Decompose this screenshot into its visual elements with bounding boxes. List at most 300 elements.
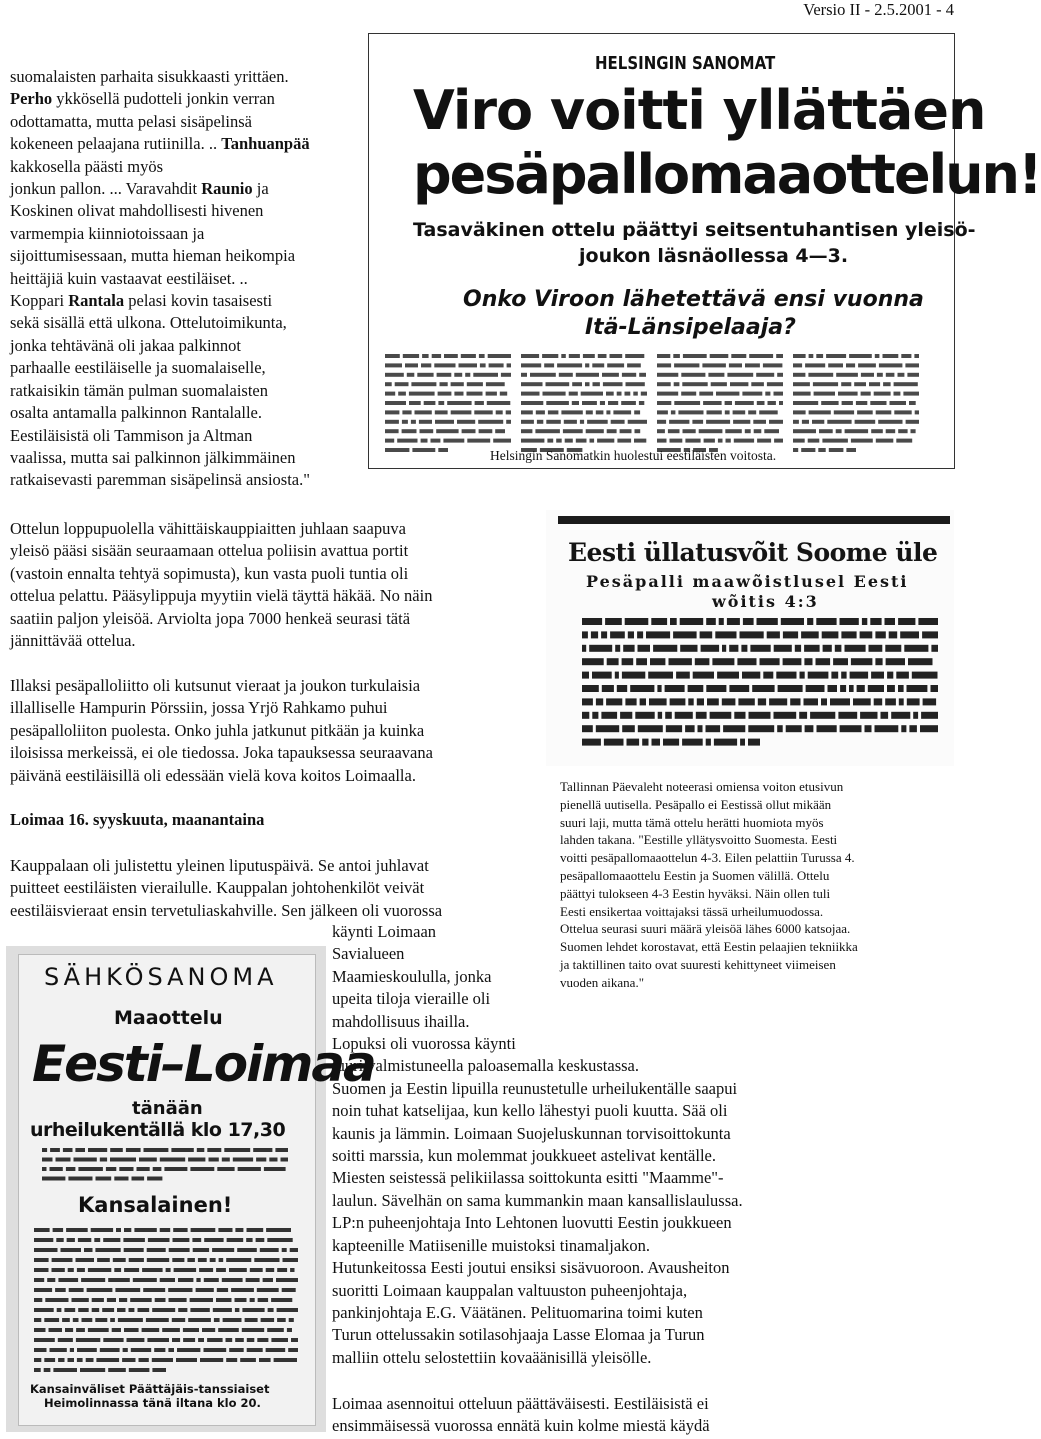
text-texture-mark: [898, 373, 905, 377]
text-texture-mark: [582, 658, 604, 665]
text-texture-mark: [749, 354, 773, 358]
hs-subheadline-4: Itä-Länsipelaaja?: [585, 315, 796, 340]
text-texture-mark: [586, 410, 593, 414]
text-texture-mark: [242, 1308, 264, 1312]
text-texture-mark: [147, 1338, 169, 1342]
text-texture-mark: [133, 1278, 157, 1282]
text-texture-mark: [610, 631, 625, 638]
text-texture-mark: [402, 429, 417, 433]
hs-subheadline-2: joukon läsnäollessa 4—3.: [579, 245, 849, 267]
text-texture-mark: [457, 420, 475, 424]
text-texture-mark: [706, 725, 721, 732]
text-texture-mark: [717, 672, 739, 679]
text-texture-mark: [886, 429, 896, 433]
text-texture-mark: [440, 382, 448, 386]
text-texture-mark: [674, 382, 680, 386]
text-texture-mark: [214, 1318, 220, 1322]
text-texture-mark: [635, 429, 641, 433]
text-texture-mark: [402, 420, 408, 424]
text-texture-mark: [217, 1167, 234, 1171]
text-texture-mark: [846, 363, 855, 367]
text-texture-mark: [92, 1298, 104, 1302]
text-texture-mark: [119, 1298, 127, 1302]
text-texture-mark: [50, 1148, 60, 1152]
text-texture-mark: [212, 1248, 234, 1252]
text-texture-mark: [856, 401, 867, 405]
text-texture-mark: [76, 1338, 100, 1342]
text-texture-mark: [521, 354, 539, 358]
section-heading-loimaa: Loimaa 16. syyskuuta, maanantaina: [10, 810, 265, 829]
text-texture-mark: [34, 1348, 47, 1352]
text-texture-mark: [385, 401, 406, 405]
text-texture-mark: [887, 685, 895, 692]
text-texture-mark: [590, 439, 595, 443]
text-texture-mark: [757, 618, 778, 625]
text-texture-mark: [889, 631, 898, 638]
text-texture-mark: [49, 1328, 63, 1332]
text-texture-mark: [592, 672, 612, 679]
text-texture-mark: [633, 392, 638, 396]
text-texture-mark: [108, 1278, 130, 1282]
text-texture-mark: [743, 618, 754, 625]
text-texture-mark: [411, 382, 436, 386]
text-texture-mark: [542, 354, 558, 358]
text-texture-mark: [846, 448, 856, 452]
text-texture-mark: [213, 1308, 232, 1312]
text-texture-mark: [582, 712, 589, 719]
text-texture-mark: [607, 429, 617, 433]
text-texture-mark: [607, 363, 624, 367]
text-texture-mark: [268, 1308, 274, 1312]
text-texture-mark: [606, 392, 614, 396]
text-texture-mark: [521, 392, 540, 396]
text-texture-mark: [68, 1358, 75, 1362]
text-texture-mark: [706, 420, 730, 424]
text-texture-mark: [218, 1228, 232, 1232]
text-texture-mark: [402, 410, 411, 414]
text-texture-mark: [840, 618, 859, 625]
text-texture-mark: [874, 392, 891, 396]
text-texture-mark: [923, 698, 937, 705]
text-texture-mark: [763, 672, 773, 679]
text-texture-mark: [70, 1348, 74, 1352]
text-texture-mark: [169, 1298, 187, 1302]
text-texture-mark: [623, 645, 634, 652]
text-texture-mark: [124, 1228, 131, 1232]
text-texture-mark: [748, 410, 756, 414]
text-texture-mark: [546, 401, 569, 405]
text-texture-mark: [385, 429, 399, 433]
text-texture-mark: [850, 672, 869, 679]
text-texture-mark: [719, 618, 724, 625]
text-texture-mark: [546, 420, 561, 424]
text-texture-mark: [202, 1328, 215, 1332]
text-texture-mark: [779, 401, 783, 405]
text-texture-mark: [896, 439, 912, 443]
text-texture-mark: [34, 1318, 41, 1322]
text-texture-mark: [699, 392, 713, 396]
text-texture-mark: [50, 1348, 67, 1352]
text-texture-mark: [290, 1248, 298, 1252]
text-texture-mark: [385, 420, 399, 424]
text-texture-mark: [870, 618, 881, 625]
text-texture-mark: [625, 392, 631, 396]
text-texture-mark: [685, 439, 700, 443]
text-texture-mark: [582, 618, 602, 625]
text-texture-mark: [435, 410, 448, 414]
text-texture-mark: [197, 1148, 205, 1152]
text-texture-mark: [467, 382, 483, 386]
text-texture-mark: [750, 645, 770, 652]
text-texture-mark: [291, 1338, 298, 1342]
text-texture-mark: [918, 618, 938, 625]
pw-subheadline-2: wõitis 4:3: [712, 592, 819, 611]
text-texture-mark: [454, 392, 463, 396]
text-texture-mark: [598, 354, 607, 358]
text-texture-mark: [638, 645, 651, 652]
text-texture-mark: [582, 645, 586, 652]
text-texture-mark: [436, 429, 458, 433]
text-texture-mark: [34, 1228, 50, 1232]
text-texture-mark: [103, 1338, 123, 1342]
text-texture-mark: [722, 645, 726, 652]
text-texture-mark: [610, 354, 623, 358]
text-texture-mark: [639, 401, 644, 405]
text-texture-mark: [818, 448, 825, 452]
text-texture-mark: [204, 1238, 223, 1242]
text-texture-mark: [488, 354, 511, 358]
text-texture-mark: [729, 645, 738, 652]
text-texture-mark: [877, 373, 883, 377]
text-texture-mark: [793, 363, 802, 367]
text-texture-mark: [92, 1308, 100, 1312]
text-texture-mark: [385, 373, 404, 377]
text-texture-mark: [435, 420, 454, 424]
text-texture-mark: [894, 382, 918, 386]
text-texture-mark: [606, 410, 610, 414]
text-texture-mark: [547, 439, 553, 443]
text-texture-mark: [52, 1268, 65, 1272]
text-texture-mark: [673, 354, 680, 358]
text-texture-mark: [283, 1258, 299, 1262]
text-texture-mark: [905, 363, 919, 367]
text-texture-mark: [822, 439, 848, 443]
text-texture-mark: [235, 1298, 247, 1302]
text-texture-mark: [806, 685, 825, 692]
text-texture-mark: [804, 658, 812, 665]
text-texture-mark: [585, 363, 589, 367]
text-texture-mark: [800, 672, 805, 679]
text-texture-mark: [911, 429, 916, 433]
text-texture-mark: [704, 439, 715, 443]
text-texture-mark: [146, 1318, 169, 1322]
text-texture-mark: [829, 448, 844, 452]
text-texture-mark: [434, 363, 455, 367]
text-texture-mark: [725, 410, 730, 414]
text-texture-mark: [65, 1328, 73, 1332]
text-texture-mark: [635, 712, 654, 719]
text-texture-mark: [34, 1288, 52, 1292]
text-texture-mark: [657, 382, 671, 386]
text-texture-mark: [841, 631, 856, 638]
text-texture-mark: [169, 1248, 190, 1252]
text-texture-mark: [521, 373, 527, 377]
text-texture-mark: [757, 401, 765, 405]
text-texture-mark: [698, 725, 703, 732]
text-texture-mark: [385, 448, 409, 452]
text-texture-mark: [269, 1158, 277, 1162]
text-texture-mark: [663, 739, 679, 746]
text-texture-mark: [830, 698, 850, 705]
text-texture-mark: [246, 1278, 260, 1282]
text-texture-mark: [835, 645, 842, 652]
text-texture-mark: [909, 725, 917, 732]
text-texture-mark: [561, 410, 582, 414]
text-texture-mark: [604, 739, 624, 746]
text-texture-mark: [851, 439, 873, 443]
text-texture-mark: [479, 354, 485, 358]
text-texture-mark: [718, 439, 723, 443]
text-texture-mark: [822, 631, 839, 638]
text-texture-mark: [795, 645, 801, 652]
text-texture-mark: [681, 373, 705, 377]
text-texture-mark: [842, 401, 853, 405]
text-texture-mark: [674, 363, 699, 367]
text-texture-mark: [68, 1177, 92, 1181]
text-texture-mark: [536, 410, 545, 414]
text-texture-mark: [668, 429, 680, 433]
text-texture-mark: [670, 618, 677, 625]
text-texture-mark: [162, 1328, 180, 1332]
poster-dance-line-2: Heimolinnassa tänä iltana klo 20.: [44, 1396, 261, 1410]
text-texture-mark: [838, 712, 857, 719]
text-texture-mark: [707, 410, 722, 414]
text-texture-mark: [735, 401, 754, 405]
text-texture-mark: [419, 420, 432, 424]
text-texture-mark: [438, 392, 452, 396]
text-texture-mark: [467, 439, 490, 443]
text-texture-mark: [287, 1328, 292, 1332]
text-texture-mark: [122, 1358, 135, 1362]
text-texture-mark: [565, 439, 573, 443]
text-texture-mark: [152, 1368, 166, 1372]
text-texture-mark: [431, 439, 441, 443]
text-texture-mark: [569, 392, 578, 396]
text-texture-mark: [657, 420, 666, 424]
text-texture-mark: [34, 1248, 58, 1252]
text-texture-mark: [424, 401, 436, 405]
text-texture-mark: [582, 739, 601, 746]
text-texture-mark: [675, 712, 693, 719]
text-texture-mark: [650, 658, 665, 665]
text-texture-mark: [669, 420, 689, 424]
text-texture-mark: [207, 1338, 223, 1342]
text-texture-mark: [178, 1308, 187, 1312]
text-texture-mark: [438, 448, 448, 452]
text-texture-mark: [132, 1177, 145, 1181]
text-texture-mark: [77, 1348, 97, 1352]
text-texture-mark: [814, 392, 835, 396]
text-texture-mark: [34, 1238, 53, 1242]
text-texture-mark: [119, 1167, 133, 1171]
text-texture-mark: [53, 1228, 64, 1232]
text-texture-mark: [807, 618, 813, 625]
text-texture-mark: [765, 392, 770, 396]
text-texture-mark: [776, 354, 783, 358]
text-texture-mark: [52, 1258, 73, 1262]
text-texture-mark: [216, 1298, 232, 1302]
text-texture-mark: [805, 363, 825, 367]
text-texture-mark: [913, 712, 918, 719]
text-texture-mark: [108, 1368, 126, 1372]
text-texture-mark: [521, 382, 543, 386]
text-texture-mark: [769, 698, 787, 705]
text-texture-mark: [443, 439, 464, 443]
text-texture-mark: [473, 373, 498, 377]
text-texture-mark: [758, 698, 766, 705]
text-texture-mark: [535, 429, 560, 433]
text-texture-mark: [603, 382, 623, 386]
text-texture-mark: [742, 392, 762, 396]
text-texture-mark: [506, 410, 511, 414]
text-texture-mark: [706, 618, 716, 625]
text-texture-mark: [172, 1258, 184, 1262]
text-texture-mark: [68, 1268, 74, 1272]
text-texture-mark: [592, 363, 604, 367]
text-texture-mark: [931, 685, 939, 692]
text-texture-mark: [451, 382, 464, 386]
text-texture-mark: [124, 1268, 139, 1272]
text-texture-mark: [198, 1258, 207, 1262]
text-texture-mark: [417, 373, 433, 377]
text-texture-mark: [729, 685, 749, 692]
text-texture-mark: [733, 410, 746, 414]
text-texture-mark: [777, 725, 783, 732]
text-texture-mark: [841, 382, 851, 386]
text-texture-mark: [96, 1177, 112, 1181]
text-texture-mark: [738, 698, 754, 705]
text-texture-mark: [219, 1258, 224, 1262]
text-texture-mark: [854, 382, 866, 386]
text-texture-mark: [793, 401, 818, 405]
text-texture-mark: [78, 1167, 103, 1171]
text-texture-mark: [143, 1288, 165, 1292]
text-texture-mark: [876, 410, 892, 414]
text-texture-mark: [112, 1328, 121, 1332]
text-texture-mark: [681, 392, 696, 396]
text-texture-mark: [114, 1268, 121, 1272]
text-texture-mark: [199, 1268, 213, 1272]
text-texture-mark: [657, 373, 678, 377]
text-texture-mark: [778, 685, 803, 692]
text-texture-mark: [124, 1248, 144, 1252]
text-texture-mark: [657, 685, 661, 692]
text-texture-mark: [617, 392, 622, 396]
text-texture-mark: [701, 645, 720, 652]
text-texture-mark: [110, 1148, 123, 1152]
text-texture-mark: [116, 1228, 121, 1232]
text-texture-mark: [152, 1308, 175, 1312]
text-texture-mark: [421, 439, 428, 443]
text-texture-mark: [611, 420, 625, 424]
text-texture-mark: [793, 373, 805, 377]
text-texture-mark: [245, 1318, 258, 1322]
text-texture-mark: [256, 1158, 266, 1162]
text-texture-mark: [899, 698, 904, 705]
text-texture-mark: [886, 658, 905, 665]
text-texture-mark: [521, 420, 534, 424]
text-texture-mark: [204, 1278, 219, 1282]
text-texture-mark: [459, 363, 478, 367]
text-texture-mark: [615, 672, 619, 679]
text-texture-mark: [909, 401, 916, 405]
text-texture-mark: [572, 401, 579, 405]
text-texture-mark: [138, 1308, 150, 1312]
text-texture-mark: [247, 1228, 264, 1232]
text-texture-mark: [915, 410, 919, 414]
text-texture-mark: [254, 1258, 279, 1262]
text-texture-mark: [841, 672, 846, 679]
text-texture-mark: [875, 354, 880, 358]
hs-headline-1: Viro voitti yllättäen: [413, 79, 986, 142]
text-texture-mark: [808, 672, 829, 679]
text-texture-mark: [271, 1338, 288, 1342]
text-texture-mark: [237, 1248, 257, 1252]
text-texture-mark: [640, 698, 646, 705]
text-texture-mark: [592, 712, 598, 719]
text-texture-mark: [34, 1268, 49, 1272]
text-texture-mark: [572, 382, 582, 386]
text-texture-mark: [155, 1298, 166, 1302]
text-texture-mark: [395, 382, 409, 386]
text-texture-mark: [896, 672, 909, 679]
text-texture-mark: [601, 631, 607, 638]
text-texture-mark: [582, 672, 589, 679]
text-texture-mark: [657, 429, 665, 433]
text-texture-mark: [256, 1238, 265, 1242]
text-texture-mark: [266, 1348, 286, 1352]
text-texture-mark: [607, 658, 619, 665]
text-texture-mark: [62, 1318, 70, 1322]
text-texture-mark: [622, 672, 645, 679]
text-texture-mark: [88, 1268, 111, 1272]
text-texture-mark: [422, 354, 429, 358]
pw-top-rule: [558, 516, 950, 524]
text-texture-mark: [793, 382, 810, 386]
text-texture-mark: [50, 1167, 63, 1171]
text-texture-mark: [250, 1268, 263, 1272]
text-texture-mark: [742, 672, 760, 679]
text-texture-mark: [621, 401, 636, 405]
text-texture-mark: [561, 354, 566, 358]
text-texture-mark: [95, 1318, 107, 1322]
text-texture-mark: [581, 392, 603, 396]
text-texture-mark: [620, 429, 632, 433]
text-texture-mark: [409, 401, 421, 405]
text-texture-mark: [479, 429, 493, 433]
text-texture-mark: [898, 685, 904, 692]
text-texture-mark: [680, 645, 697, 652]
text-texture-mark: [804, 698, 819, 705]
text-texture-mark: [582, 685, 599, 692]
text-texture-mark: [898, 429, 907, 433]
text-texture-mark: [865, 725, 872, 732]
text-texture-mark: [671, 410, 676, 414]
text-texture-mark: [783, 631, 798, 638]
text-texture-mark: [580, 420, 584, 424]
text-texture-mark: [478, 420, 503, 424]
text-texture-mark: [42, 1158, 53, 1162]
